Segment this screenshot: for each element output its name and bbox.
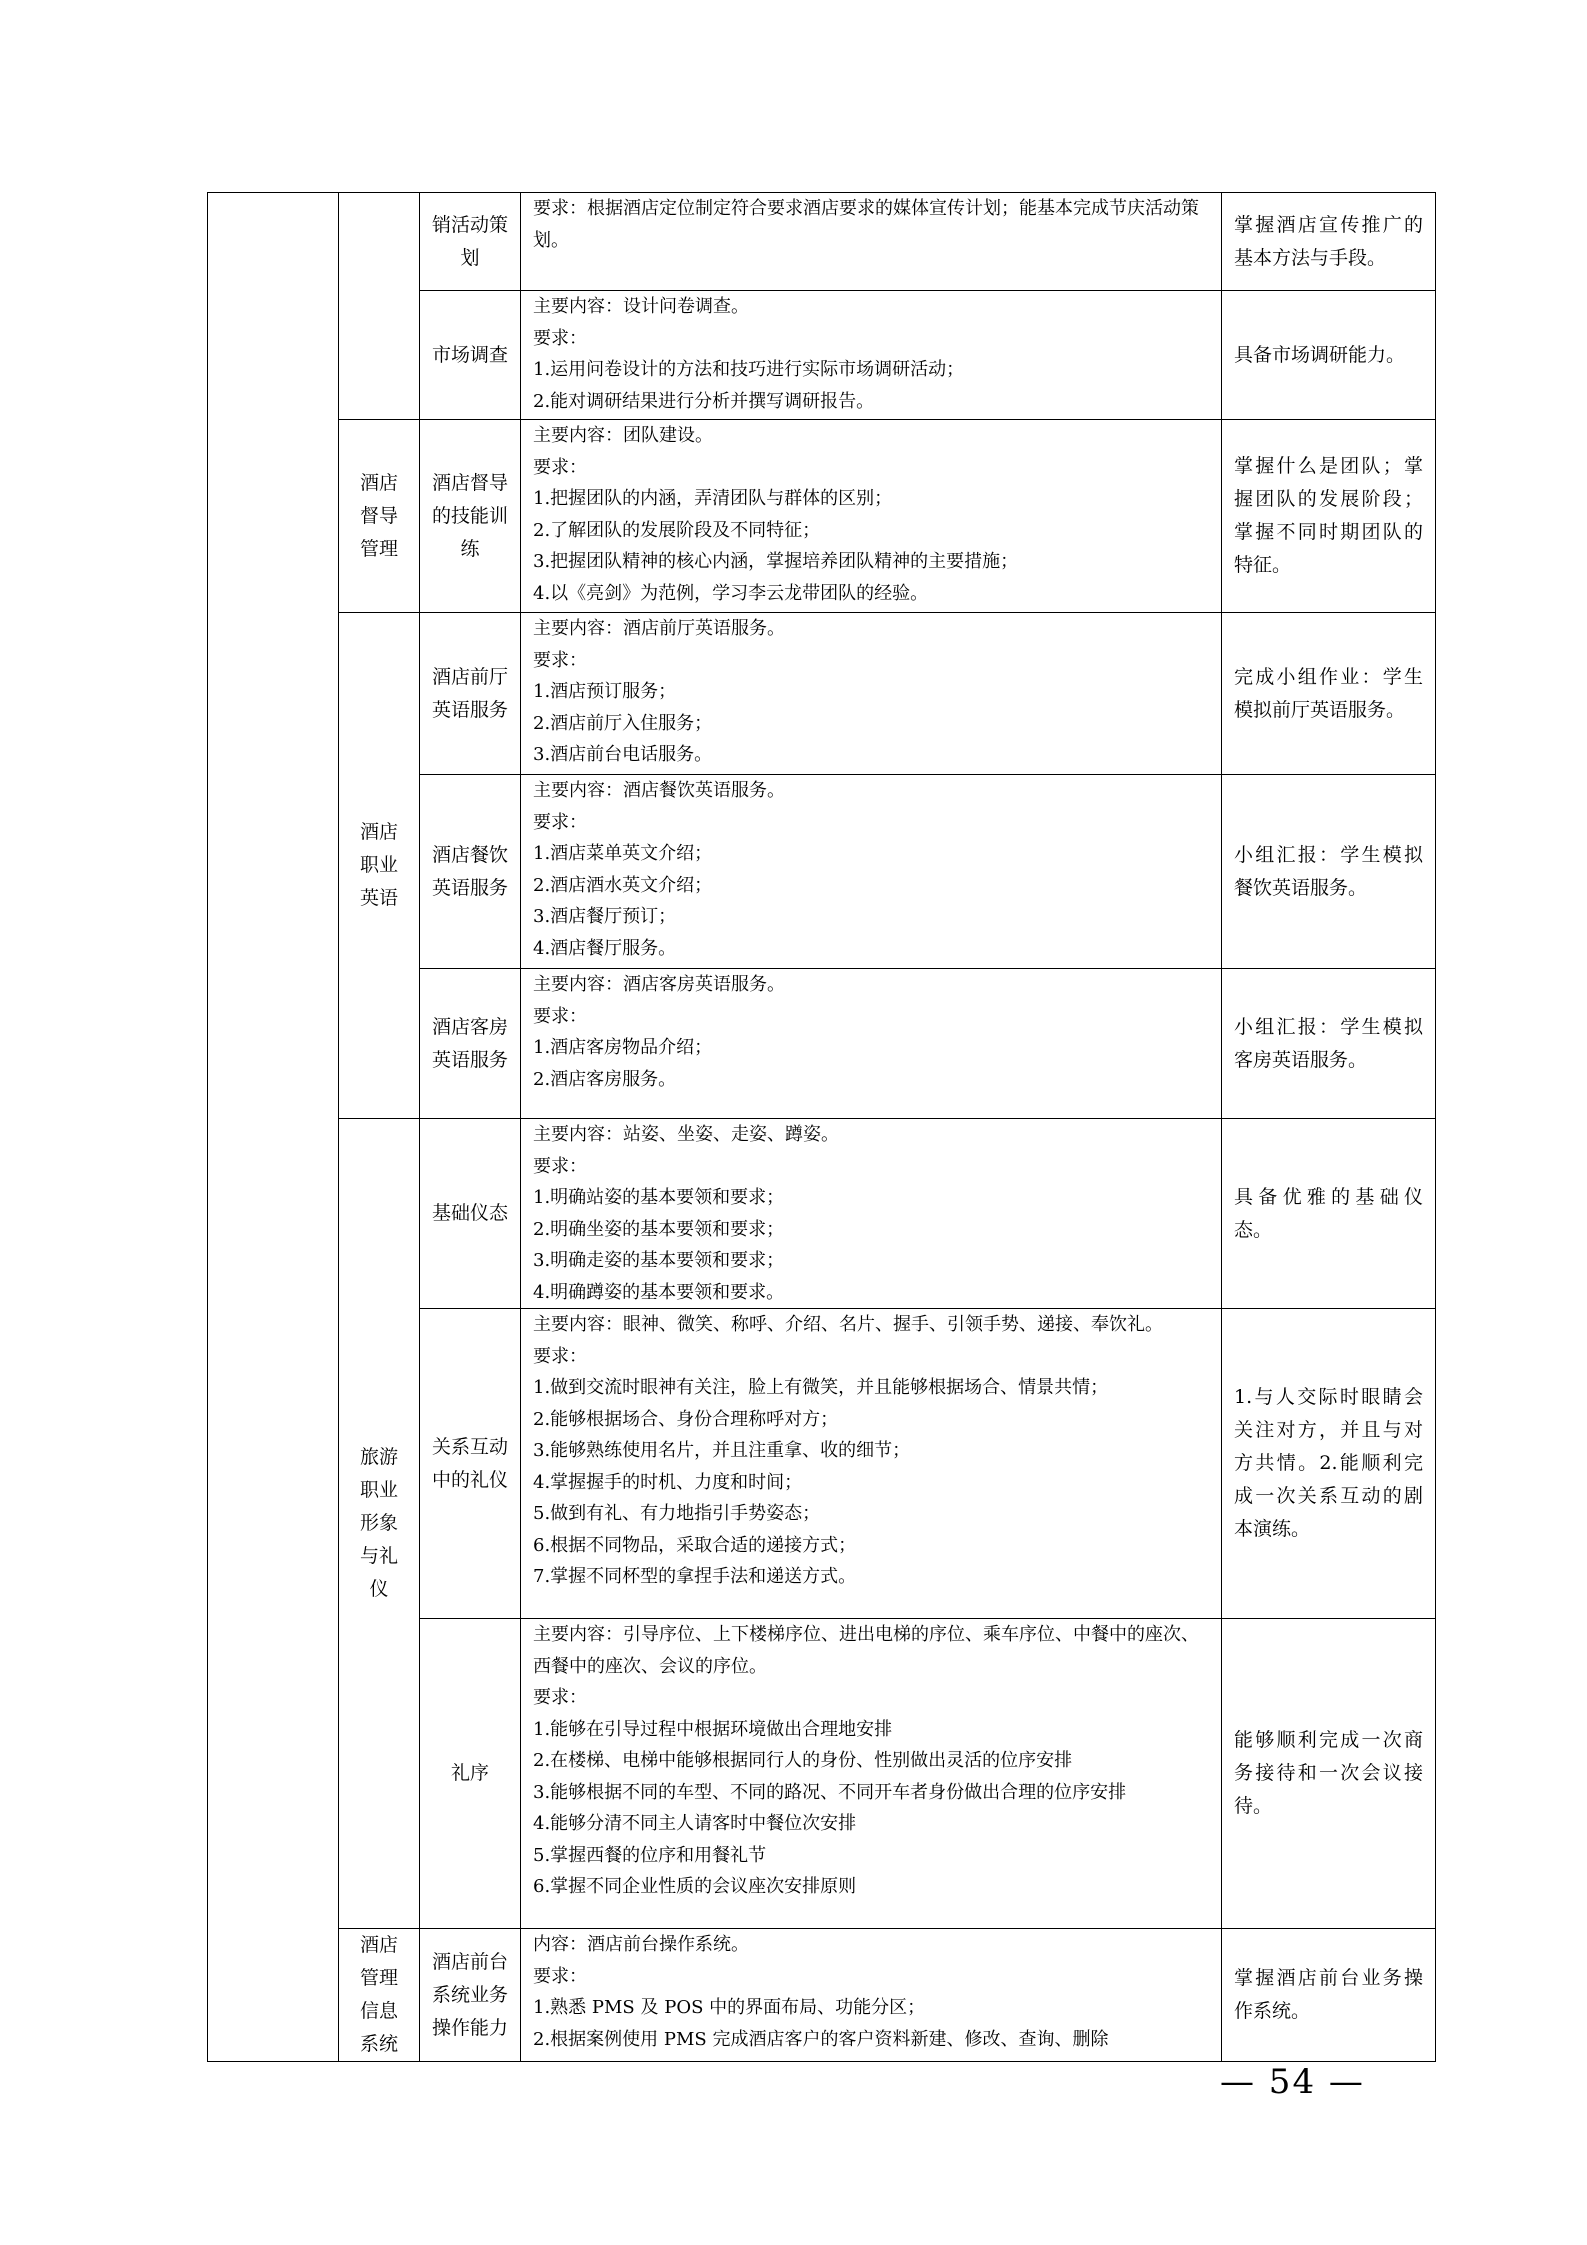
subject-cell: 酒店前厅英语服务 <box>420 613 521 775</box>
requirement-line: 4.酒店餐厅服务。 <box>533 937 677 959</box>
requirement-line: 要求： <box>533 1965 587 1987</box>
subject-cell: 酒店客房英语服务 <box>420 969 521 1119</box>
requirement-line: 6.掌握不同企业性质的会议座次安排原则 <box>533 1876 857 1897</box>
blank-column-cell <box>208 193 339 2062</box>
requirement-line: 1.酒店客房物品介绍； <box>533 1037 713 1058</box>
requirement-line: 3.能够根据不同的车型、不同的路况、不同开车者身份做出合理的位序安排 <box>533 1781 1127 1803</box>
subject-cell: 关系互动中的礼仪 <box>420 1309 521 1619</box>
requirement-line: 主要内容：眼神、微笑、称呼、介绍、名片、握手、引领手势、递接、奉饮礼。 <box>533 1314 1163 1335</box>
requirement-line: 要求： <box>533 649 587 671</box>
requirement-line: 1.做到交流时眼神有关注，脸上有微笑，并且能够根据场合、情景共情； <box>533 1377 1109 1398</box>
requirement-line: 4.以《亮剑》为范例，学习李云龙带团队的经验。 <box>533 582 929 604</box>
requirement-line: 2.酒店酒水英文介绍； <box>533 874 713 896</box>
requirement-cell <box>521 193 1222 291</box>
requirement-cell <box>521 613 1222 775</box>
requirement-line: 3.酒店前台电话服务。 <box>533 744 713 765</box>
requirement-line: 2.了解团队的发展阶段及不同特征； <box>533 519 821 541</box>
requirement-line: 要求： <box>533 811 587 833</box>
goal-cell: 掌握酒店前台业务操作系统。 <box>1222 1929 1436 2062</box>
requirement-cell <box>521 1929 1222 2062</box>
subject-cell: 基础仪态 <box>420 1119 521 1309</box>
requirement-line: 7.掌握不同杯型的拿捏手法和递送方式。 <box>533 1566 857 1587</box>
page-number: — 54 — <box>1220 2062 1365 2102</box>
requirement-cell <box>521 291 1222 420</box>
requirement-line: 2.能够根据场合、身份合理称呼对方； <box>533 1408 839 1430</box>
goal-cell: 具备市场调研能力。 <box>1222 291 1436 420</box>
requirement-line: 1.酒店菜单英文介绍； <box>533 843 713 864</box>
requirement-line: 2.在楼梯、电梯中能够根据同行人的身份、性别做出灵活的位序安排 <box>533 1750 1073 1771</box>
goal-cell: 掌握什么是团队；掌握团队的发展阶段；掌握不同时期团队的特征。 <box>1222 420 1436 613</box>
requirement-line: 1.把握团队的内涵，弄清团队与群体的区别； <box>533 488 893 509</box>
requirement-line: 2.酒店客房服务。 <box>533 1068 677 1090</box>
requirement-line: 3.明确走姿的基本要领和要求； <box>533 1250 785 1271</box>
requirement-line: 主要内容：设计问卷调查。 <box>533 296 749 317</box>
requirement-line: 2.根据案例使用 PMS 完成酒店客户的客户资料新建、修改、查询、删除 <box>533 2028 1109 2050</box>
requirement-line: 3.能够熟练使用名片，并且注重拿、收的细节； <box>533 1440 911 1461</box>
requirement-line: 要求： <box>533 327 587 349</box>
requirement-line: 5.做到有礼、有力地指引手势姿态； <box>533 1503 821 1524</box>
subject-cell: 销活动策划 <box>420 193 521 291</box>
goal-cell: 小组汇报：学生模拟餐饮英语服务。 <box>1222 775 1436 969</box>
requirement-line: 1.酒店预订服务； <box>533 681 677 702</box>
requirement-line: 2.能对调研结果进行分析并撰写调研报告。 <box>533 390 875 412</box>
requirement-line: 要求： <box>533 1005 587 1027</box>
requirement-line: 3.把握团队精神的核心内涵，掌握培养团队精神的主要措施； <box>533 551 1019 572</box>
goal-cell: 小组汇报：学生模拟客房英语服务。 <box>1222 969 1436 1119</box>
requirement-line: 1.明确站姿的基本要领和要求； <box>533 1187 785 1208</box>
requirement-line: 4.能够分清不同主人请客时中餐位次安排 <box>533 1813 857 1834</box>
subject-cell: 酒店督导的技能训练 <box>420 420 521 613</box>
table-row <box>208 193 1436 291</box>
requirement-cell <box>521 1309 1222 1619</box>
requirement-line: 要求： <box>533 1345 587 1367</box>
requirement-cell <box>521 969 1222 1119</box>
requirement-line: 主要内容：酒店前厅英语服务。 <box>533 618 785 639</box>
category-cell: 酒店督导管理 <box>339 420 420 613</box>
requirement-line: 要求： <box>533 1155 587 1177</box>
category-cell: 酒店管理信息系统 <box>339 1929 420 2062</box>
goal-cell: 1.与人交际时眼睛会关注对方，并且与对方共情。2.能顺利完成一次关系互动的剧本演练。 <box>1222 1309 1436 1619</box>
requirement-line: 主要内容：站姿、坐姿、走姿、蹲姿。 <box>533 1124 839 1145</box>
subject-cell: 酒店餐饮英语服务 <box>420 775 521 969</box>
goal-cell: 能够顺利完成一次商务接待和一次会议接待。 <box>1222 1619 1436 1929</box>
requirement-cell <box>521 775 1222 969</box>
requirement-line: 要求： <box>533 1687 587 1708</box>
subject-cell: 酒店前台系统业务操作能力 <box>420 1929 521 2062</box>
requirement-line: 1.能够在引导过程中根据环境做出合理地安排 <box>533 1718 893 1740</box>
requirement-line: 4.明确蹲姿的基本要领和要求。 <box>533 1281 785 1303</box>
requirement-line: 要求：根据酒店定位制定符合要求酒店要求的媒体宣传计划；能基本完成节庆活动策划。 <box>533 198 1199 251</box>
requirement-line: 2.酒店前厅入住服务； <box>533 712 713 734</box>
table-row <box>208 420 1436 613</box>
requirement-line: 1.运用问卷设计的方法和技巧进行实际市场调研活动； <box>533 359 965 380</box>
requirement-line: 主要内容：引导序位、上下楼梯序位、进出电梯的序位、乘车序位、中餐中的座次、西餐中的座次、会议的序位。 <box>533 1624 1199 1677</box>
requirement-line: 1.熟悉 PMS 及 POS 中的界面布局、功能分区； <box>533 1997 926 2018</box>
requirement-cell <box>521 420 1222 613</box>
requirement-line: 主要内容：酒店餐饮英语服务。 <box>533 780 785 801</box>
requirement-line: 主要内容：团队建设。 <box>533 425 713 446</box>
table-row <box>208 613 1436 775</box>
category-cell: 酒店职业英语 <box>339 613 420 1119</box>
requirement-cell <box>521 1619 1222 1929</box>
table-row <box>208 1929 1436 2062</box>
category-cell-empty <box>339 193 420 420</box>
requirement-line: 内容：酒店前台操作系统。 <box>533 1934 749 1955</box>
requirement-line: 3.酒店餐厅预订； <box>533 906 677 927</box>
category-cell: 旅游职业形象与礼仪 <box>339 1119 420 1929</box>
goal-cell: 完成小组作业：学生模拟前厅英语服务。 <box>1222 613 1436 775</box>
requirement-line: 要求： <box>533 456 587 478</box>
table-row <box>208 1119 1436 1309</box>
requirement-line: 2.明确坐姿的基本要领和要求； <box>533 1218 785 1240</box>
subject-cell: 礼序 <box>420 1619 521 1929</box>
requirement-line: 4.掌握握手的时机、力度和时间； <box>533 1471 803 1493</box>
goal-cell: 掌握酒店宣传推广的基本方法与手段。 <box>1222 193 1436 291</box>
requirement-line: 主要内容：酒店客房英语服务。 <box>533 974 785 995</box>
requirement-line: 6.根据不同物品，采取合适的递接方式； <box>533 1534 857 1556</box>
goal-cell: 具备优雅的基础仪态。 <box>1222 1119 1436 1309</box>
curriculum-table <box>207 192 1436 2062</box>
subject-cell: 市场调查 <box>420 291 521 420</box>
requirement-cell <box>521 1119 1222 1309</box>
requirement-line: 5.掌握西餐的位序和用餐礼节 <box>533 1844 767 1866</box>
